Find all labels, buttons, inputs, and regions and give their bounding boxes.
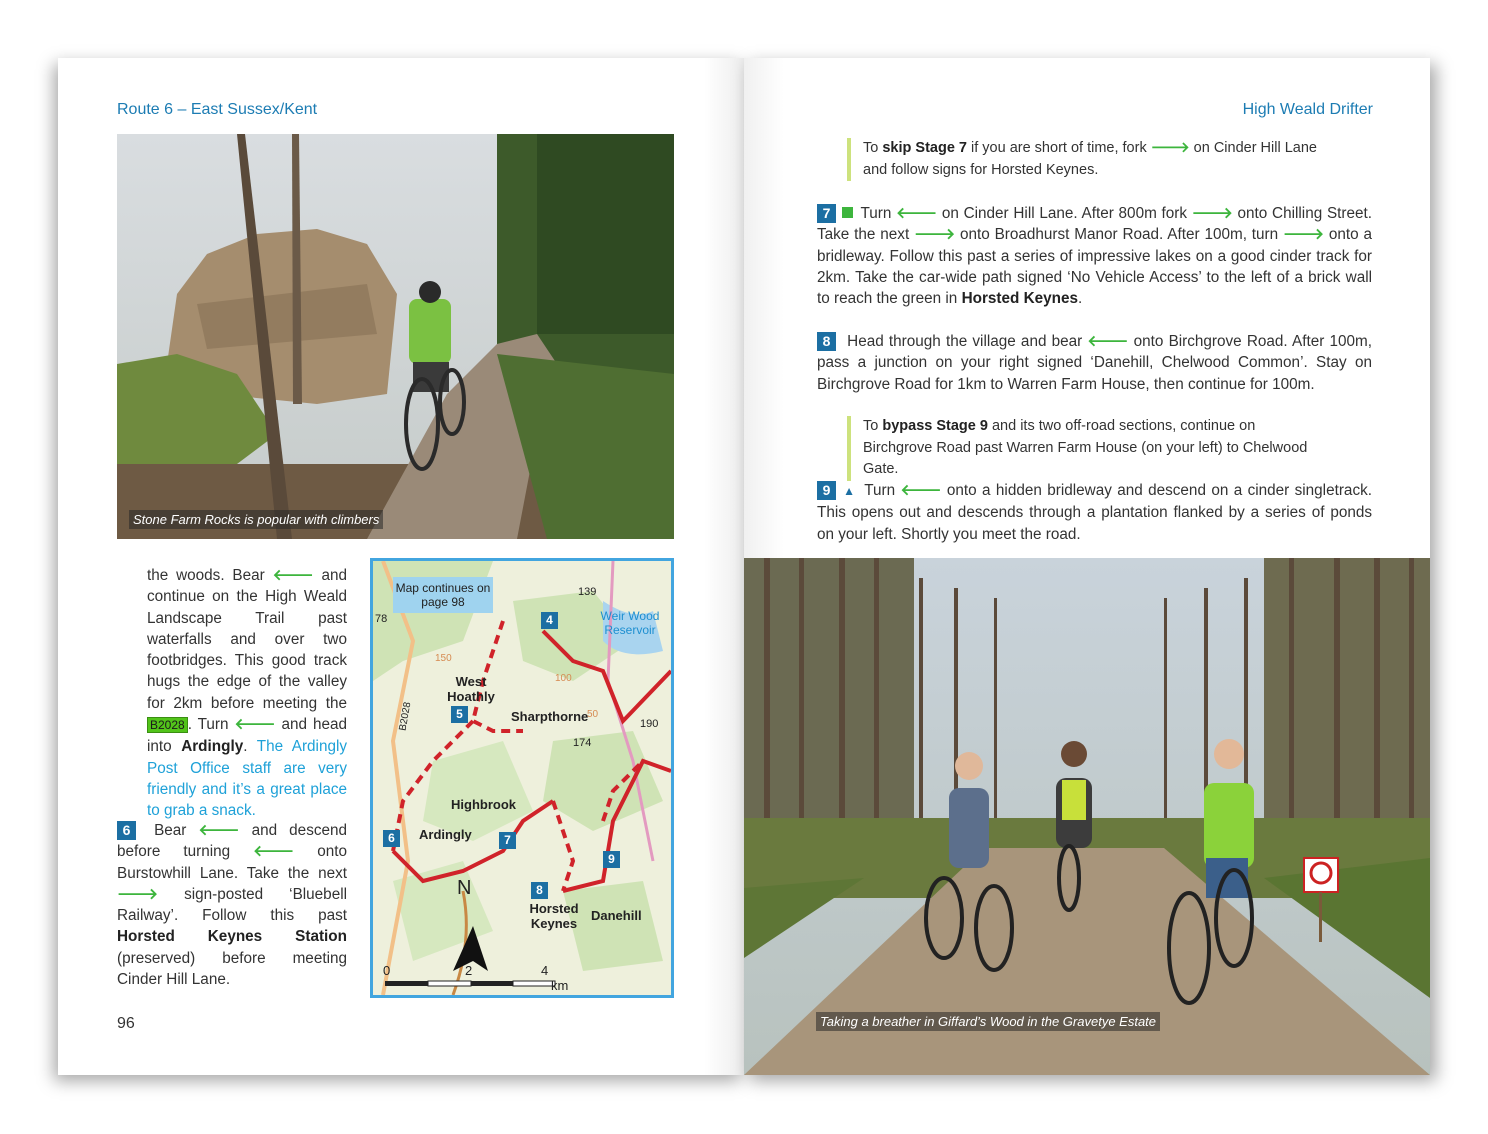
text-span: onto Broadhurst Manor Road. After 100m, turn (959, 226, 1279, 244)
map-stage-8: 8 (531, 882, 548, 899)
running-head-left: Route 6 – East Sussex/Kent (117, 101, 318, 118)
right-arrow-icon: 🡒 (1191, 205, 1233, 222)
photo-caption-giffards-wood: Taking a breather in Giffard’s Wood in the Gravetye Estate (816, 1012, 1160, 1031)
green-square-icon (842, 207, 853, 218)
stage-6-paragraph (117, 820, 347, 990)
text-span: Turn (860, 205, 892, 222)
continuation-paragraph (147, 565, 347, 822)
right-page (744, 58, 1430, 1075)
map-stage-4: 4 (541, 612, 558, 629)
text-span: onto Chilling Street. Take the next (817, 205, 1373, 244)
left-arrow-icon: 🡐 (198, 822, 240, 839)
stone-farm-rocks-photo (117, 134, 674, 539)
text-span: To (863, 140, 879, 156)
left-arrow-icon: 🡐 (234, 716, 276, 734)
map-height-139: 139 (578, 586, 597, 598)
map-contour-50: 50 (587, 709, 599, 720)
stage-6-badge: 6 (117, 821, 136, 840)
scale-label-0: 0 (383, 963, 391, 978)
text-span: the woods. Bear (147, 567, 265, 584)
tip-bold: skip Stage 7 (882, 140, 967, 156)
right-arrow-icon: 🡒 (1150, 140, 1190, 156)
map-contour-150: 150 (435, 653, 452, 664)
blue-triangle-icon: ▲ (842, 484, 857, 498)
text-span: and descend before turning (117, 822, 348, 861)
photo-caption-stone-farm: Stone Farm Rocks is popular with climbers (129, 510, 383, 529)
text-span: Turn (864, 482, 896, 499)
left-arrow-icon: 🡐 (896, 205, 938, 222)
tip-bold: bypass Stage 9 (882, 418, 988, 434)
text-span: onto a hidden bridleway and descend on a cinder singletrack. This opens out and descends through a plantation flanked by a series of ponds on your left. Shortly you meet the road. (817, 482, 1372, 543)
map-stage-5: 5 (451, 706, 468, 723)
text-span: Head through the village and bear (847, 333, 1083, 350)
stage-9-paragraph (817, 480, 1372, 545)
map-stage-6: 6 (383, 830, 400, 847)
stage-7-badge: 7 (817, 204, 836, 223)
left-arrow-icon: 🡐 (253, 843, 295, 861)
tip-skip-stage-7 (847, 138, 1327, 181)
map-height-78: 78 (375, 613, 388, 625)
stage-8-badge: 8 (817, 332, 836, 351)
text-span: onto a bridleway. Follow this past a series of impressive lakes on a good cinder track for 2km. Take the car-wide path signed ‘No Vehicle Access’ to the left of a brick wall to reach the green in (817, 226, 1373, 308)
text-span: Bear (154, 822, 187, 839)
left-arrow-icon: 🡐 (900, 482, 942, 499)
text-span: and head into (147, 716, 348, 756)
map-label-ardingly: Ardingly (419, 827, 472, 842)
map-label-danehill: Danehill (591, 908, 642, 923)
text-span: . (1078, 290, 1083, 308)
place-ardingly: Ardingly (181, 738, 244, 756)
left-page (58, 58, 744, 1075)
text-span: (preserved) before meeting Cinder Hill Lane. (117, 949, 347, 989)
map-continues-note: Map continues on page 98 (393, 577, 493, 613)
map-stage-9: 9 (603, 851, 620, 868)
stage-9-badge: 9 (817, 481, 836, 500)
text-span: onto Birchgrove Road. After 100m, pass a junction on your right signed ‘Danehill, Chelwood Common’. Stay on Birchgrove Road for 1km to Warren Farm House, then continue for 100m. (817, 333, 1372, 393)
map-label-horsted-keynes: Horsted Keynes (529, 901, 579, 931)
page-number: 96 (117, 1015, 135, 1032)
map-height-190: 190 (640, 718, 659, 730)
text-span: if you are short of time, fork (971, 140, 1147, 156)
north-indicator: N (457, 877, 472, 899)
text-span: . Turn (187, 716, 229, 734)
scale-label-2: 2 (465, 963, 473, 978)
text-span: onto Burstowhill Lane. Take the next (117, 843, 347, 882)
route-map (370, 558, 674, 998)
right-arrow-icon: 🡒 (914, 226, 956, 244)
map-contour-100: 100 (555, 673, 572, 684)
left-arrow-icon: 🡐 (272, 567, 314, 584)
right-arrow-icon: 🡒 (1283, 226, 1325, 244)
giffards-wood-photo (744, 558, 1430, 1075)
map-label-weir-wood-reservoir: Weir Wood Reservoir (600, 609, 660, 637)
place-horsted-keynes-station: Horsted Keynes Station (117, 928, 347, 946)
stage-7-paragraph (817, 203, 1372, 309)
text-span: and its two off-road sections, continue on Birchgrove Road past Warren Farm House (on your left) to Chelwood Gate. (863, 418, 1308, 477)
map-label-highbrook: Highbrook (451, 797, 516, 812)
map-stage-7: 7 (499, 832, 516, 849)
road-badge-b2028: B2028 (147, 717, 188, 733)
stage-8-paragraph (817, 331, 1372, 395)
left-arrow-icon: 🡐 (1087, 333, 1129, 350)
scale-unit-km: km (551, 978, 569, 993)
map-height-174: 174 (573, 737, 592, 749)
scale-label-4: 4 (541, 963, 549, 978)
text-span: on Cinder Hill Lane. After 800m fork (941, 205, 1188, 222)
text-span: . (243, 738, 248, 756)
tip-bypass-stage-9 (847, 416, 1327, 481)
gutter-shadow (704, 58, 744, 1075)
text-span: and continue on the High Weald Landscape Trail past waterfalls and over two footbridges. This good track hugs the edge of the valley for 2km before meeting the (147, 567, 348, 712)
running-head-right: High Weald Drifter (1242, 101, 1373, 118)
ardingly-note: The Ardingly Post Office staff are very friendly and it’s a great place to grab a snack. (147, 738, 348, 820)
text-span: sign-posted ‘Bluebell Railway’. Follow this past (117, 885, 347, 925)
map-label-west-hoathly: West Hoathly (447, 674, 495, 704)
text-span: on Cinder Hill Lane and follow signs for Horsted Keynes. (863, 140, 1317, 178)
map-label-road-b2028: B2028 (397, 701, 414, 732)
text-span: To (863, 418, 879, 434)
place-horsted-keynes: Horsted Keynes (961, 290, 1079, 308)
right-arrow-icon: 🡒 (117, 885, 159, 903)
map-label-sharpthorne: Sharpthorne (511, 709, 589, 724)
